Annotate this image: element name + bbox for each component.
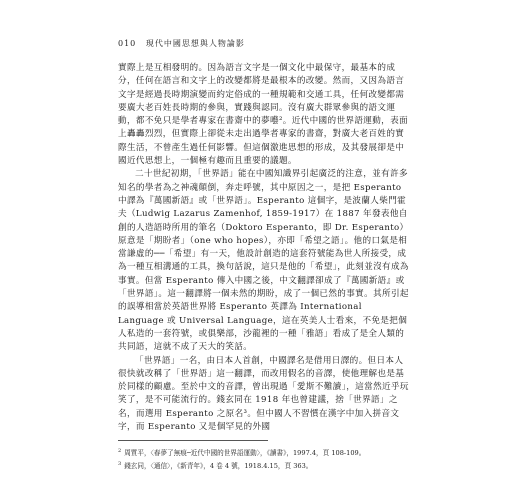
body-text [118, 62, 410, 434]
footnote-mark: 2 [118, 448, 122, 454]
paragraph: 實際上是互相發明的。因為語言文字是一個文化中最保守，最基本的成分，任何在語言和文字上的改變都將是最根本的改變。然而，又因為語言文字是經過長時期演變而約定俗成的一種規範和交通工具，任何改變都需要廣大老百姓長時期的參與，實踐與認同。沒有廣大群眾參與的語文運動，都不免只是學者專家在書齋中的夢囈²。近代中國的世界語運動，表面上轟轟烈烈，但實際上卻從未走出過學者專家的書齋，對廣大老百姓的實際生活，不曾產生過任何影響。但這個激進思想的形成，及其發展卻是中國近代思想上，一個極有趣而且重要的議題。 [118, 63, 408, 167]
footnote-text: 周質平，〈春夢了無痕─近代中國的世界語運動〉，《讀書》，1997.4，頁 108-109。 [124, 449, 366, 458]
footnote [118, 459, 410, 472]
footnote-text: 錢玄同，〈通信〉，《新青年》，4 卷 4 號，1918.4.15，頁 363。 [124, 462, 313, 471]
footnotes [118, 446, 410, 472]
footnote-divider [118, 440, 268, 441]
paragraph: 「世界語」一名，由日本人首創，中國譯名是借用日譯的。但日本人很快就改稱了「世界語」這一翻譯，而改用假名的音譯，使他理解也是基於同樣的顧慮。至於中文的音譯，曾出現過「愛斯不難讀」，這當然近乎玩笑了，是不可能流行的。錢玄同在 1918 年也曾建議，捨「世界語」之名，而選用 Esperanto 之原名³。但中國人不習慣在漢字中加入拼音文字，而 Esperanto 又是個罕見的外國 [118, 355, 409, 433]
running-header [118, 38, 245, 49]
page-number: 010 [118, 39, 137, 48]
footnote [118, 446, 410, 459]
paragraph: 二十世紀初期，「世界語」能在中國知識界引起廣泛的注意，並有許多知名的學者為之神魂顛倒，奔走呼號，其中原因之一，是把 Esperanto 中譯為『萬國新語』或「世界語」。Esperanto 這個字，是波蘭人柴門霍夫（Ludwig Lazarus Zamenhof, 1859-1917）在 1887 年發表他自創的人造語時所用的筆名（Doktoro Esperanto，即 Dr. Esperanto）原意是「期盼者」（one who hopes），亦即「希望之語」。他的口氣是相當謙虛的──「希望」有一天，他設計創造的這套符號能為世人所接受，成為一種互相溝通的工具，換句話說，這只是他的「希望」，此刻並沒有成為事實。但當 Esperanto 傳入中國之後，中文翻譯卻成了『萬國新語』或「世界語」。這一翻譯將一個未然的期盼，成了一個已然的事實。其所引起的誤導相當於英語世界將 Esperanto 英譯為 International Language 或 Universal Language，這在英美人士看來，不免是把個人私造的一套符號，或俱樂部，沙龍裡的一種「雅語」看成了是全人類的共同語，這就不成了天大的笑話。 [118, 169, 409, 353]
footnote-mark: 3 [118, 461, 122, 468]
running-title: 現代中國思想與人物論影 [145, 39, 245, 48]
